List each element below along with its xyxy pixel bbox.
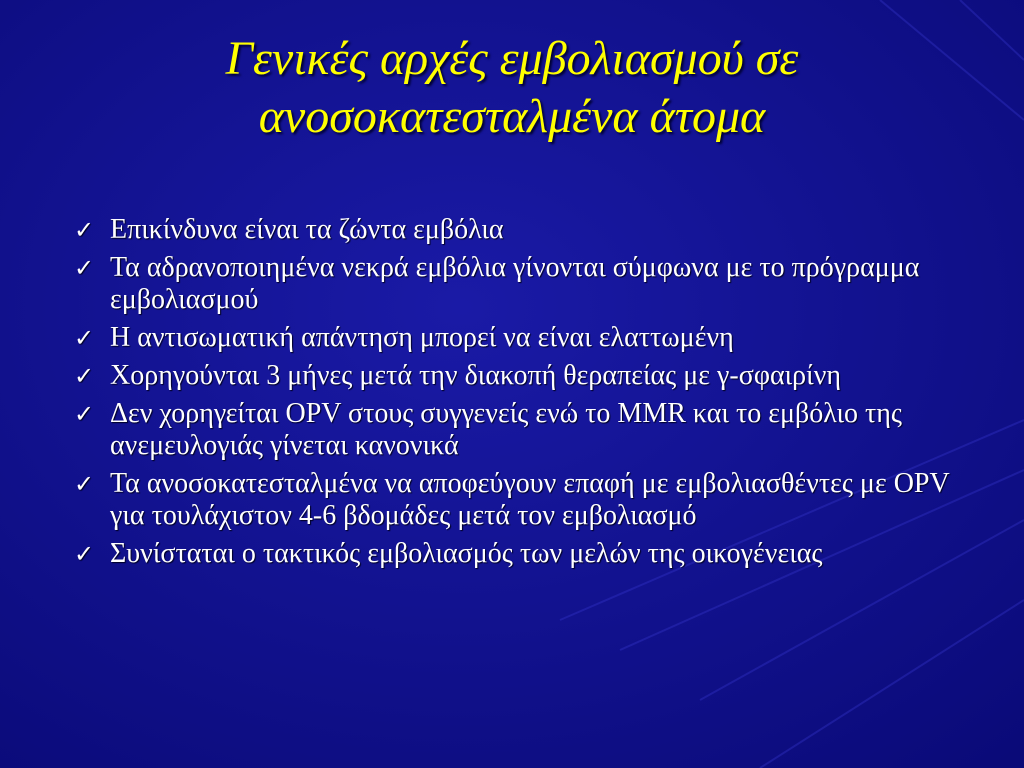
bullet-text: Επικίνδυνα είναι τα ζώντα εμβόλια <box>110 214 504 245</box>
bullet-text: Δεν χορηγείται OPV στους συγγενείς ενώ το MMR και το εμβόλιο της ανεμευλογιάς γίνεται κανονικά <box>110 398 902 461</box>
bullet-item <box>74 468 964 532</box>
bullet-text: Συνίσταται ο τακτικός εμβολιασμός των μελών της οικογένειας <box>110 538 823 569</box>
bullet-item <box>74 398 964 462</box>
bullet-item <box>74 252 964 316</box>
check-icon: ✓ <box>74 254 95 282</box>
check-icon: ✓ <box>74 362 95 390</box>
bullet-text: Τα αδρανοποιημένα νεκρά εμβόλια γίνονται σύμφωνα με το πρόγραμμα εμβολιασμού <box>110 252 920 315</box>
check-icon: ✓ <box>74 400 95 428</box>
slide-title: Γενικές αρχές εμβολιασμού σε ανοσοκατεσταλμένα άτομα <box>225 32 799 143</box>
bullet-item <box>74 214 964 246</box>
check-icon: ✓ <box>74 470 95 498</box>
check-icon: ✓ <box>74 216 95 244</box>
bullet-text: Χορηγούνται 3 μήνες μετά την διακοπή θεραπείας με γ-σφαιρίνη <box>110 360 841 391</box>
bullet-item <box>74 538 964 570</box>
bullet-item <box>74 360 964 392</box>
check-icon: ✓ <box>74 540 95 568</box>
check-icon: ✓ <box>74 324 95 352</box>
bullet-item <box>74 322 964 354</box>
bullet-list <box>74 214 964 576</box>
bullet-text: Τα ανοσοκατεσταλμένα να αποφεύγουν επαφή με εμβολιασθέντες με OPV για τουλάχιστον 4-6 βδομάδες μετά τον εμβολιασμό <box>110 468 950 531</box>
bullet-text: Η αντισωματική απάντηση μπορεί να είναι ελαττωμένη <box>110 322 734 353</box>
